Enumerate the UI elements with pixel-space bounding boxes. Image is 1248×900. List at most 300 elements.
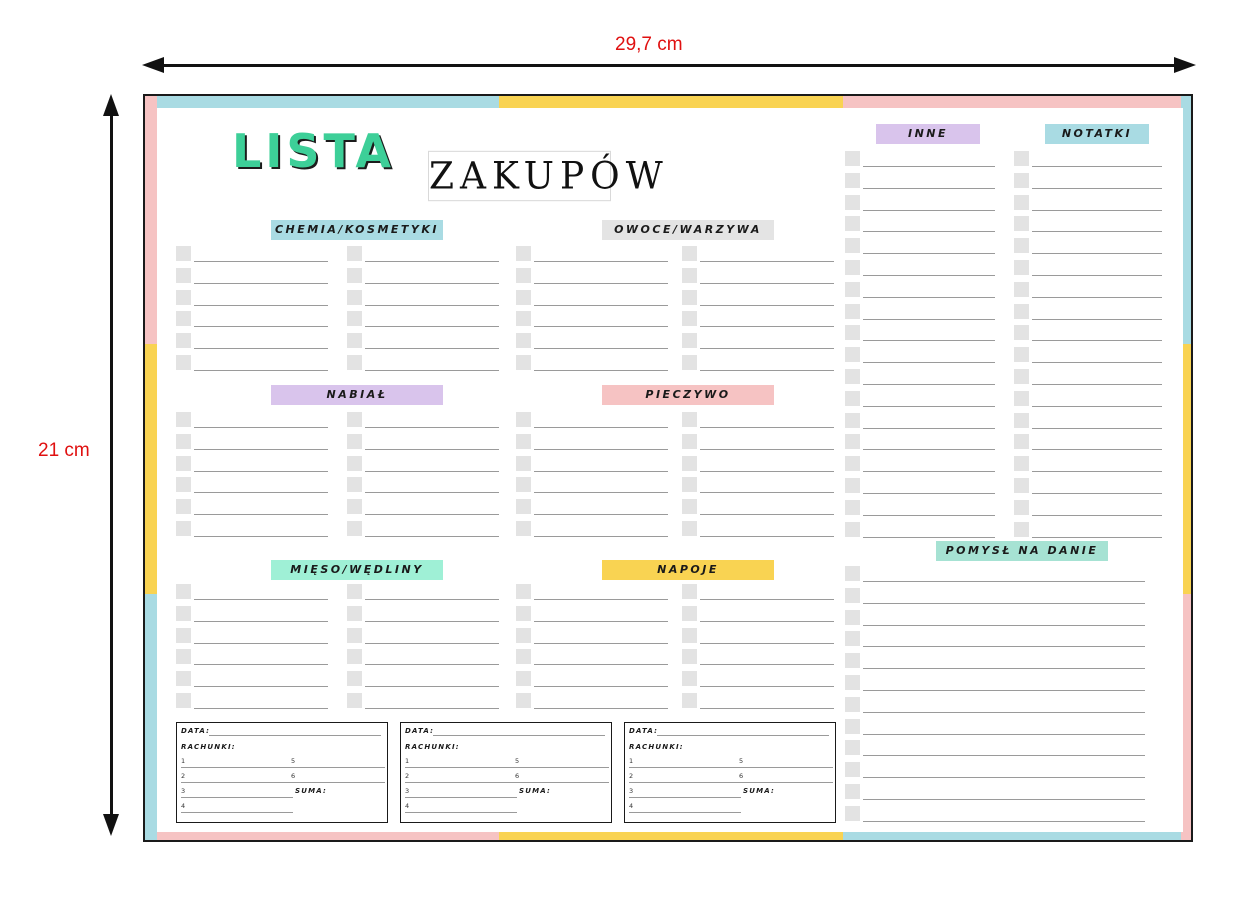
writing-line[interactable]: [1032, 493, 1162, 494]
checklist-row: [1014, 498, 1180, 520]
checkbox[interactable]: [845, 675, 860, 690]
checkbox[interactable]: [176, 456, 191, 471]
checkbox[interactable]: [845, 391, 860, 406]
writing-line[interactable]: [700, 261, 834, 262]
checkbox[interactable]: [347, 499, 362, 514]
writing-line[interactable]: [700, 686, 834, 687]
checkbox[interactable]: [845, 347, 860, 362]
checkbox[interactable]: [682, 268, 697, 283]
checkbox[interactable]: [682, 477, 697, 492]
writing-line[interactable]: [863, 581, 1145, 582]
checkbox[interactable]: [1014, 369, 1029, 384]
checklist-row: [682, 582, 852, 604]
writing-line[interactable]: [1032, 362, 1162, 363]
writing-line[interactable]: [365, 305, 499, 306]
writing-line[interactable]: [365, 599, 499, 600]
checkbox[interactable]: [1014, 347, 1029, 362]
writing-line[interactable]: [863, 166, 995, 167]
writing-line[interactable]: [863, 755, 1145, 756]
checkbox[interactable]: [845, 588, 860, 603]
checkbox[interactable]: [845, 653, 860, 668]
border-left-pink: [145, 96, 157, 344]
writing-line[interactable]: [534, 708, 668, 709]
writing-line[interactable]: [534, 305, 668, 306]
writing-line[interactable]: [534, 427, 668, 428]
checkbox[interactable]: [516, 333, 531, 348]
writing-line[interactable]: [534, 664, 668, 665]
checkbox[interactable]: [516, 693, 531, 708]
checkbox[interactable]: [176, 499, 191, 514]
writing-line[interactable]: [700, 471, 834, 472]
checklist-row: [682, 266, 852, 288]
writing-line[interactable]: [863, 253, 995, 254]
writing-line[interactable]: [863, 406, 995, 407]
checkbox[interactable]: [516, 456, 531, 471]
checkbox[interactable]: [1014, 238, 1029, 253]
receipt-number: 2: [405, 772, 410, 780]
receipt-bill-line[interactable]: [629, 782, 741, 783]
writing-line[interactable]: [534, 471, 668, 472]
writing-line[interactable]: [700, 536, 834, 537]
checkbox[interactable]: [845, 195, 860, 210]
writing-line[interactable]: [1032, 537, 1162, 538]
checkbox[interactable]: [347, 412, 362, 427]
writing-line[interactable]: [863, 231, 995, 232]
receipt-bill-line[interactable]: [515, 782, 609, 783]
writing-line[interactable]: [365, 283, 499, 284]
receipt-bill-line[interactable]: [405, 812, 517, 813]
writing-line[interactable]: [863, 210, 995, 211]
checklist-row: [1014, 171, 1180, 193]
writing-line[interactable]: [365, 664, 499, 665]
writing-line[interactable]: [194, 686, 328, 687]
checkbox[interactable]: [347, 268, 362, 283]
writing-line[interactable]: [194, 348, 328, 349]
receipt-number: 1: [629, 757, 634, 765]
writing-line[interactable]: [863, 646, 1145, 647]
receipt-box-1: [176, 722, 388, 823]
receipt-bill-line[interactable]: [405, 767, 517, 768]
checkbox[interactable]: [682, 355, 697, 370]
writing-line[interactable]: [1032, 428, 1162, 429]
writing-line[interactable]: [365, 370, 499, 371]
writing-line[interactable]: [365, 686, 499, 687]
checkbox[interactable]: [176, 521, 191, 536]
writing-line[interactable]: [1032, 515, 1162, 516]
receipt-bill-line[interactable]: [629, 797, 741, 798]
checkbox[interactable]: [347, 628, 362, 643]
checkbox[interactable]: [1014, 173, 1029, 188]
checkbox[interactable]: [516, 606, 531, 621]
checkbox[interactable]: [516, 412, 531, 427]
checkbox[interactable]: [682, 606, 697, 621]
checklist-row: [682, 410, 852, 432]
writing-line[interactable]: [700, 427, 834, 428]
writing-line[interactable]: [194, 664, 328, 665]
checkbox[interactable]: [176, 434, 191, 449]
writing-line[interactable]: [1032, 253, 1162, 254]
checkbox[interactable]: [845, 173, 860, 188]
writing-line[interactable]: [700, 664, 834, 665]
writing-line[interactable]: [1032, 449, 1162, 450]
checkbox[interactable]: [516, 649, 531, 664]
writing-line[interactable]: [1032, 297, 1162, 298]
writing-line[interactable]: [534, 536, 668, 537]
checkbox[interactable]: [845, 282, 860, 297]
checkbox[interactable]: [1014, 434, 1029, 449]
checkbox[interactable]: [516, 499, 531, 514]
writing-line[interactable]: [365, 536, 499, 537]
writing-line[interactable]: [534, 449, 668, 450]
checkbox[interactable]: [845, 238, 860, 253]
writing-line[interactable]: [194, 536, 328, 537]
writing-line[interactable]: [365, 261, 499, 262]
checkbox[interactable]: [1014, 522, 1029, 537]
checkbox[interactable]: [1014, 391, 1029, 406]
checklist-row: [347, 309, 517, 331]
receipt-bill-line[interactable]: [739, 767, 833, 768]
writing-line[interactable]: [194, 492, 328, 493]
checkbox[interactable]: [682, 671, 697, 686]
checkbox[interactable]: [1014, 260, 1029, 275]
checkbox[interactable]: [347, 584, 362, 599]
category-label-notatki: NOTATKI: [1045, 124, 1149, 144]
checkbox[interactable]: [845, 610, 860, 625]
checkbox[interactable]: [845, 740, 860, 755]
checkbox[interactable]: [516, 628, 531, 643]
checklist-row: [176, 244, 346, 266]
checkbox[interactable]: [347, 693, 362, 708]
writing-line[interactable]: [365, 643, 499, 644]
checklist-row: [682, 669, 852, 691]
checkbox[interactable]: [845, 500, 860, 515]
checkbox[interactable]: [516, 246, 531, 261]
receipt-bill-line[interactable]: [739, 782, 833, 783]
writing-line[interactable]: [700, 305, 834, 306]
checkbox[interactable]: [176, 333, 191, 348]
checkbox[interactable]: [516, 521, 531, 536]
checklist-row: [1014, 520, 1180, 542]
writing-line[interactable]: [365, 621, 499, 622]
checkbox[interactable]: [516, 671, 531, 686]
receipt-number: 3: [181, 787, 186, 795]
width-arrow-left-head: [142, 57, 164, 73]
receipt-bill-line[interactable]: [629, 767, 741, 768]
writing-line[interactable]: [1032, 275, 1162, 276]
checklist-row: [176, 454, 346, 476]
writing-line[interactable]: [1032, 471, 1162, 472]
checkbox[interactable]: [516, 355, 531, 370]
writing-line[interactable]: [700, 599, 834, 600]
writing-line[interactable]: [365, 471, 499, 472]
checkbox[interactable]: [845, 719, 860, 734]
checklist-row: [682, 288, 852, 310]
checkbox[interactable]: [1014, 500, 1029, 515]
writing-line[interactable]: [534, 643, 668, 644]
writing-line[interactable]: [863, 428, 995, 429]
checkbox[interactable]: [176, 628, 191, 643]
writing-line[interactable]: [700, 708, 834, 709]
checklist-row: [845, 193, 1013, 215]
checkbox[interactable]: [682, 584, 697, 599]
checkbox[interactable]: [682, 456, 697, 471]
checkbox[interactable]: [347, 671, 362, 686]
checklist-row: [516, 288, 686, 310]
checkbox[interactable]: [347, 246, 362, 261]
checklist-row: [845, 608, 1163, 630]
checkbox[interactable]: [845, 434, 860, 449]
checkbox[interactable]: [682, 290, 697, 305]
writing-line[interactable]: [863, 319, 995, 320]
checklist-row: [845, 367, 1013, 389]
checkbox[interactable]: [1014, 413, 1029, 428]
checkbox[interactable]: [347, 333, 362, 348]
checkbox[interactable]: [845, 304, 860, 319]
receipt-date-line[interactable]: [433, 735, 605, 736]
checklist-row: [347, 582, 517, 604]
receipt-bill-line[interactable]: [629, 812, 741, 813]
checkbox[interactable]: [845, 631, 860, 646]
writing-line[interactable]: [700, 514, 834, 515]
receipt-bill-line[interactable]: [515, 767, 609, 768]
writing-line[interactable]: [863, 275, 995, 276]
writing-line[interactable]: [863, 668, 1145, 669]
writing-line[interactable]: [1032, 231, 1162, 232]
receipt-bill-line[interactable]: [181, 782, 293, 783]
writing-line[interactable]: [194, 514, 328, 515]
receipt-bill-line[interactable]: [405, 782, 517, 783]
checkbox[interactable]: [347, 311, 362, 326]
writing-line[interactable]: [863, 188, 995, 189]
writing-line[interactable]: [194, 283, 328, 284]
checkbox[interactable]: [1014, 195, 1029, 210]
height-arrow-line: [110, 104, 113, 826]
writing-line[interactable]: [1032, 384, 1162, 385]
checkbox[interactable]: [347, 355, 362, 370]
checkbox[interactable]: [176, 584, 191, 599]
checklist-row: [516, 331, 686, 353]
checkbox[interactable]: [176, 412, 191, 427]
writing-line[interactable]: [700, 326, 834, 327]
checkbox[interactable]: [845, 522, 860, 537]
checkbox[interactable]: [1014, 456, 1029, 471]
checkbox[interactable]: [682, 246, 697, 261]
checkbox[interactable]: [845, 151, 860, 166]
writing-line[interactable]: [863, 340, 995, 341]
checkbox[interactable]: [347, 649, 362, 664]
writing-line[interactable]: [1032, 166, 1162, 167]
checklist-row: [516, 454, 686, 476]
writing-line[interactable]: [194, 708, 328, 709]
writing-line[interactable]: [863, 734, 1145, 735]
receipt-bill-line[interactable]: [291, 782, 385, 783]
checkbox[interactable]: [176, 606, 191, 621]
writing-line[interactable]: [194, 427, 328, 428]
checkbox[interactable]: [682, 628, 697, 643]
writing-line[interactable]: [194, 449, 328, 450]
writing-line[interactable]: [365, 427, 499, 428]
writing-line[interactable]: [534, 686, 668, 687]
checklist-row: [1014, 367, 1180, 389]
writing-line[interactable]: [534, 492, 668, 493]
writing-line[interactable]: [534, 599, 668, 600]
checkbox[interactable]: [347, 290, 362, 305]
receipt-bill-line[interactable]: [181, 797, 293, 798]
checkbox[interactable]: [845, 697, 860, 712]
writing-line[interactable]: [534, 370, 668, 371]
writing-line[interactable]: [194, 643, 328, 644]
writing-line[interactable]: [194, 599, 328, 600]
writing-line[interactable]: [700, 643, 834, 644]
writing-line[interactable]: [863, 712, 1145, 713]
checklist-row: [516, 309, 686, 331]
checkbox[interactable]: [682, 333, 697, 348]
writing-line[interactable]: [534, 283, 668, 284]
writing-line[interactable]: [700, 348, 834, 349]
checkbox[interactable]: [176, 290, 191, 305]
writing-line[interactable]: [365, 492, 499, 493]
writing-line[interactable]: [863, 603, 1145, 604]
writing-line[interactable]: [194, 326, 328, 327]
checkbox[interactable]: [516, 434, 531, 449]
checkbox[interactable]: [845, 413, 860, 428]
writing-line[interactable]: [700, 370, 834, 371]
receipt-bill-line[interactable]: [405, 797, 517, 798]
checkbox[interactable]: [176, 671, 191, 686]
writing-line[interactable]: [1032, 210, 1162, 211]
checkbox[interactable]: [176, 477, 191, 492]
checkbox[interactable]: [516, 477, 531, 492]
writing-line[interactable]: [1032, 319, 1162, 320]
checkbox[interactable]: [347, 477, 362, 492]
checklist-row: [1014, 280, 1180, 302]
checkbox[interactable]: [347, 521, 362, 536]
checkbox[interactable]: [682, 499, 697, 514]
writing-line[interactable]: [1032, 188, 1162, 189]
writing-line[interactable]: [863, 384, 995, 385]
writing-line[interactable]: [365, 514, 499, 515]
receipt-number: 4: [181, 802, 186, 810]
writing-line[interactable]: [194, 621, 328, 622]
checkbox[interactable]: [176, 311, 191, 326]
receipt-box-2: [400, 722, 612, 823]
checkbox[interactable]: [682, 412, 697, 427]
writing-line[interactable]: [1032, 340, 1162, 341]
checkbox[interactable]: [347, 434, 362, 449]
writing-line[interactable]: [700, 621, 834, 622]
checkbox[interactable]: [1014, 478, 1029, 493]
checkbox[interactable]: [347, 456, 362, 471]
checkbox[interactable]: [1014, 216, 1029, 231]
checkbox[interactable]: [682, 434, 697, 449]
writing-line[interactable]: [863, 493, 995, 494]
checklist-row: [347, 647, 517, 669]
writing-line[interactable]: [194, 370, 328, 371]
checkbox[interactable]: [1014, 304, 1029, 319]
writing-line[interactable]: [365, 348, 499, 349]
checkbox[interactable]: [845, 216, 860, 231]
checkbox[interactable]: [347, 606, 362, 621]
border-left-yellow: [145, 344, 157, 594]
writing-line[interactable]: [863, 362, 995, 363]
checkbox[interactable]: [845, 369, 860, 384]
writing-line[interactable]: [1032, 406, 1162, 407]
writing-line[interactable]: [534, 514, 668, 515]
checkbox[interactable]: [516, 584, 531, 599]
writing-line[interactable]: [365, 708, 499, 709]
writing-line[interactable]: [700, 449, 834, 450]
writing-line[interactable]: [863, 297, 995, 298]
checklist-row: [1014, 432, 1180, 454]
checkbox[interactable]: [845, 456, 860, 471]
writing-line[interactable]: [863, 777, 1145, 778]
checkbox[interactable]: [845, 762, 860, 777]
writing-line[interactable]: [863, 690, 1145, 691]
checkbox[interactable]: [845, 806, 860, 821]
writing-line[interactable]: [863, 449, 995, 450]
checkbox[interactable]: [1014, 151, 1029, 166]
checklist-row: [516, 519, 686, 541]
writing-line[interactable]: [863, 471, 995, 472]
checkbox[interactable]: [176, 649, 191, 664]
writing-line[interactable]: [194, 471, 328, 472]
writing-line[interactable]: [863, 821, 1145, 822]
border-top-teal: [145, 96, 499, 108]
checkbox[interactable]: [176, 246, 191, 261]
checkbox[interactable]: [516, 311, 531, 326]
checkbox[interactable]: [845, 478, 860, 493]
checkbox[interactable]: [176, 693, 191, 708]
writing-line[interactable]: [534, 261, 668, 262]
checkbox[interactable]: [682, 693, 697, 708]
checkbox[interactable]: [1014, 325, 1029, 340]
receipt-number: 6: [291, 772, 296, 780]
writing-line[interactable]: [863, 537, 995, 538]
receipt-date-line[interactable]: [657, 735, 829, 736]
writing-line[interactable]: [365, 449, 499, 450]
writing-line[interactable]: [863, 625, 1145, 626]
checkbox[interactable]: [845, 784, 860, 799]
receipt-bill-line[interactable]: [291, 767, 385, 768]
checklist-row: [682, 432, 852, 454]
checkbox[interactable]: [682, 311, 697, 326]
receipt-bill-line[interactable]: [181, 812, 293, 813]
writing-line[interactable]: [700, 492, 834, 493]
writing-line[interactable]: [534, 348, 668, 349]
checkbox[interactable]: [1014, 282, 1029, 297]
checkbox[interactable]: [516, 268, 531, 283]
checkbox[interactable]: [845, 566, 860, 581]
writing-line[interactable]: [863, 799, 1145, 800]
writing-line[interactable]: [700, 283, 834, 284]
receipt-bill-line[interactable]: [181, 767, 293, 768]
writing-line[interactable]: [194, 261, 328, 262]
writing-line[interactable]: [534, 621, 668, 622]
writing-line[interactable]: [194, 305, 328, 306]
checkbox[interactable]: [682, 649, 697, 664]
checkbox[interactable]: [516, 290, 531, 305]
checkbox[interactable]: [682, 521, 697, 536]
receipt-date-line[interactable]: [209, 735, 381, 736]
checkbox[interactable]: [176, 355, 191, 370]
writing-line[interactable]: [534, 326, 668, 327]
checkbox[interactable]: [845, 325, 860, 340]
checkbox[interactable]: [176, 268, 191, 283]
checkbox[interactable]: [845, 260, 860, 275]
checklist-row: [516, 410, 686, 432]
writing-line[interactable]: [365, 326, 499, 327]
writing-line[interactable]: [863, 515, 995, 516]
